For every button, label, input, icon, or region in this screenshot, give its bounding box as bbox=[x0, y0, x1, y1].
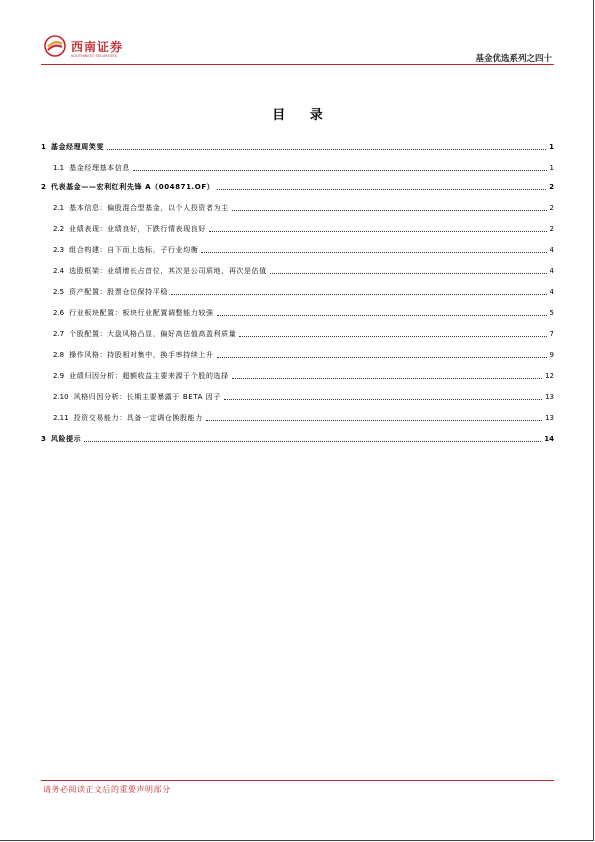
toc-entry-number: 2.1 bbox=[53, 204, 65, 212]
toc-entry-text: 业绩归因分析：超额收益主要来源于个股的选择 bbox=[69, 372, 229, 380]
toc-entry[interactable] bbox=[53, 348, 554, 360]
toc-entry[interactable] bbox=[53, 390, 554, 402]
toc-leader-dots bbox=[171, 293, 547, 295]
toc-entry[interactable] bbox=[53, 369, 554, 381]
toc-entry-page: 1 bbox=[549, 143, 554, 151]
toc-entry-number: 2.6 bbox=[53, 309, 65, 317]
toc-entry[interactable] bbox=[53, 264, 554, 276]
toc-leader-dots bbox=[217, 188, 546, 190]
company-logo bbox=[44, 34, 134, 64]
toc-entry-number: 2.11 bbox=[53, 414, 69, 422]
toc-entry-number: 2.2 bbox=[53, 225, 65, 233]
toc-entry-number: 2.3 bbox=[53, 246, 65, 254]
toc-leader-dots bbox=[133, 169, 547, 171]
toc-entry[interactable] bbox=[53, 161, 554, 173]
toc-entry-text: 基本信息：偏股混合型基金，以个人投资者为主 bbox=[69, 204, 229, 212]
toc-leader-dots bbox=[206, 419, 542, 421]
toc-entry[interactable] bbox=[53, 201, 554, 213]
toc-entry-text: 风险提示 bbox=[50, 435, 82, 443]
header-divider bbox=[41, 64, 554, 65]
toc-entry[interactable] bbox=[53, 285, 554, 297]
toc-entry-page: 7 bbox=[549, 330, 554, 338]
toc-leader-dots bbox=[84, 440, 541, 442]
toc-entry-number: 1.1 bbox=[53, 164, 65, 172]
toc-entry[interactable] bbox=[53, 327, 554, 339]
footer-divider bbox=[41, 780, 554, 781]
toc-leader-dots bbox=[217, 356, 547, 358]
toc-leader-dots bbox=[224, 398, 542, 400]
toc-leader-dots bbox=[270, 272, 547, 274]
logo-english-name: SOUTHWEST SECURITIES bbox=[71, 54, 117, 58]
toc-entry-page: 13 bbox=[545, 393, 554, 401]
toc-entry-text: 业绩表现：业绩良好，下跌行情表现良好 bbox=[69, 225, 206, 233]
toc-entry-page: 1 bbox=[549, 164, 554, 172]
toc-entry-number: 2.4 bbox=[53, 267, 65, 275]
toc-entry-number: 2.7 bbox=[53, 330, 65, 338]
toc-entry-text: 资产配置：股票仓位保持平稳 bbox=[69, 288, 168, 296]
toc-entry-text: 组合构建：自下而上选标，子行业均衡 bbox=[69, 246, 199, 254]
toc-entry-number: 2.5 bbox=[53, 288, 65, 296]
toc-entry-page: 13 bbox=[545, 414, 554, 422]
toc-entry-number: 3 bbox=[41, 435, 46, 443]
toc-entry-page: 5 bbox=[549, 309, 554, 317]
toc-entry-number: 2.10 bbox=[53, 393, 69, 401]
toc-entry-text: 个股配置：大盘风格凸显，偏好高估值高盈利质量 bbox=[69, 330, 237, 338]
toc-entry-page: 12 bbox=[545, 372, 554, 380]
toc-entry-number: 2 bbox=[41, 183, 46, 191]
toc-entry-text: 风格归因分析：长期主要暴露于 BETA 因子 bbox=[73, 393, 221, 401]
toc-leader-dots bbox=[217, 314, 547, 316]
toc-entry-page: 4 bbox=[549, 267, 554, 275]
footer-disclaimer: 请务必阅读正文后的重要声明部分 bbox=[43, 785, 171, 794]
report-series-label: 基金优选系列之四十 bbox=[475, 54, 552, 64]
toc-entry[interactable] bbox=[53, 243, 554, 255]
toc-leader-dots bbox=[209, 230, 547, 232]
toc-entry-page: 9 bbox=[549, 351, 554, 359]
toc-entry[interactable] bbox=[41, 432, 554, 444]
toc-entry[interactable] bbox=[53, 306, 554, 318]
toc-entry-text: 操作风格：持股相对集中，换手率持续上升 bbox=[69, 351, 214, 359]
toc-entry-page: 4 bbox=[549, 288, 554, 296]
toc-entry-number: 2.8 bbox=[53, 351, 65, 359]
toc-entry-page: 2 bbox=[549, 204, 554, 212]
toc-leader-dots bbox=[107, 148, 546, 150]
logo-chinese-name: 西南证券 bbox=[71, 40, 124, 54]
toc-entry-text: 选股框架：业绩增长占首位，其次是公司质地，再次是估值 bbox=[69, 267, 267, 275]
toc-entry-number: 1 bbox=[41, 143, 46, 151]
logo-emblem-icon bbox=[44, 35, 66, 57]
toc-entry[interactable] bbox=[53, 222, 554, 234]
toc-entry-text: 投资交易能力：具备一定调仓换股能力 bbox=[73, 414, 203, 422]
toc-entry[interactable] bbox=[41, 180, 554, 192]
toc-entry-text: 行业板块配置：板块行业配置调整能力较强 bbox=[69, 309, 214, 317]
toc-leader-dots bbox=[232, 209, 547, 211]
toc-entry-page: 2 bbox=[549, 183, 554, 191]
toc-entry-number: 2.9 bbox=[53, 372, 65, 380]
toc-entry[interactable] bbox=[53, 411, 554, 423]
toc-entry-text: 代表基金——宏利红利先锋 A（004871.OF） bbox=[50, 183, 215, 191]
toc-entry[interactable] bbox=[41, 140, 554, 152]
toc-leader-dots bbox=[201, 251, 546, 253]
toc-entry-text: 基金经理周笑雯 bbox=[50, 143, 105, 151]
toc-entry-page: 14 bbox=[544, 435, 554, 443]
toc-entry-page: 2 bbox=[549, 225, 554, 233]
toc-entry-text: 基金经理基本信息 bbox=[69, 164, 130, 172]
toc-title: 目 录 bbox=[272, 108, 333, 123]
toc-leader-dots bbox=[239, 335, 546, 337]
toc-entry-page: 4 bbox=[549, 246, 554, 254]
toc-leader-dots bbox=[232, 377, 542, 379]
